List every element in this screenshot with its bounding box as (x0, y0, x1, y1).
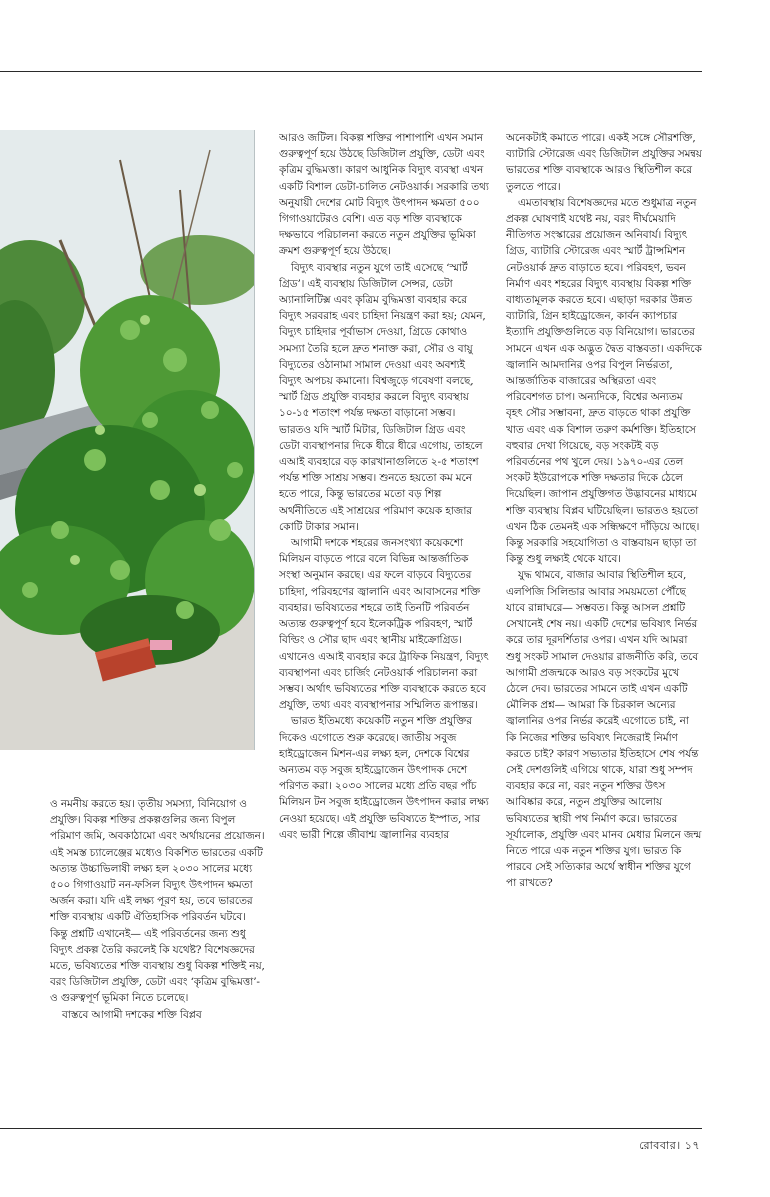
article-paragraph: এমতাবস্থায় বিশেষজ্ঞদের মতে শুধুমাত্র নতুন প্রকল্প ঘোষণাই যথেষ্ট নয়, বরং দীর্ঘমেয়াদি নীতিগত সংস্কারের প্রয়োজন অনিবার্য। বিদ্যুৎ গ্রিড, ব্যাটারি স্টোরেজ এবং স্মার্ট ট্রান্সমিশন নেটওয়ার্ক দ্রুত বাড়াতে হবে। পরিবহণ, ভবন নির্মাণ এবং শহরের বিদ্যুৎ ব্যবস্থায় বিকল্প শক্তি বাধ্যতামূলক করতে হবে। এছাড়া দরকার উন্নত ব্যাটারি, গ্রিন হাইড্রোজেন, কার্বন ক্যাপচার ইত্যাদি প্রযুক্তিগুলিতে বড় বিনিয়োগ। ভারতের সামনে এখন এক অদ্ভুত দ্বৈত বাস্তবতা। একদিকে জ্বালানি আমদানির ওপর বিপুল নির্ভরতা, আন্তর্জাতিক বাজারের অস্থিরতা এবং পরিবেশগত চাপ। অন্যদিকে, বিশ্বের অন্যতম বৃহৎ সৌর সম্ভাবনা, দ্রুত বাড়তে থাকা প্রযুক্তি খাত এবং এক বিশাল তরুণ কর্মশক্তি। ইতিহাসে বহুবার দেখা গিয়েছে, বড় সংকটই বড় পরিবর্তনের পথ খুলে দেয়। ১৯৭০-এর তেল সংকট ইউরোপকে শক্তি দক্ষতার দিকে ঠেলে দিয়েছিল। জাপান প্রযুক্তিগত উদ্ভাবনের মাধ্যমে শক্তি ব্যবস্থায় বিপ্লব ঘটিয়েছিল। ভারতও হয়তো এখন ঠিক তেমনই এক সন্ধিক্ষণে দাঁড়িয়ে আছে। কিন্তু সরকারি সহযোগিতা ও বাস্তবায়ন ছাড়া তা কিন্তু শুধু লক্ষ্যই থেকে যাবে। (506, 196, 702, 566)
article-paragraph: ভারত ইতিমধ্যে কয়েকটি নতুন শক্তি প্রযুক্তির দিকেও এগোতে শুরু করেছে। জাতীয় সবুজ হাইড্রোজেন মিশন-এর লক্ষ্য হল, দেশকে বিশ্বের অন্যতম বড় সবুজ হাইড্রোজেন উৎপাদক দেশে পরিণত করা। ২০৩০ সালের মধ্যে প্রতি বছর পাঁচ মিলিয়ন টন সবুজ হাইড্রোজেন উৎপাদন করার লক্ষ্য নেওয়া হয়েছে। এই প্রযুক্তি ভবিষ্যতে ইস্পাত, সার এবং ভারী শিল্পে জীবাশ্ম জ্বালানির ব্যবহার (279, 715, 489, 841)
article-paragraph: ও নমনীয় করতে হয়। তৃতীয় সমস্যা, বিনিয়োগ ও প্রযুক্তি। বিকল্প শক্তির প্রকল্পগুলির জন্য বিপুল পরিমাণ জমি, অবকাঠামো এবং অর্থায়নের প্রয়োজন। এই সমস্ত চ্যালেঞ্জের মধ্যেও বিকশিত ভারতের একটি অত্যন্ত উচ্চাভিলাষী লক্ষ্য হল ২০৩০ সালের মধ্যে ৫০০ গিগাওয়াট নন-ফসিল বিদ্যুৎ উৎপাদন ক্ষমতা অর্জন করা। যদি এই লক্ষ্য পূরণ হয়, তবে ভারতের শক্তি ব্যবস্থায় একটি ঐতিহাসিক পরিবর্তন ঘটবে। কিন্তু প্রশ্নটি এখানেই— এই পরিবর্তনের জন্য শুধু বিদ্যুৎ প্রকল্প তৈরি করলেই কি যথেষ্ট? বিশেষজ্ঞদের মতে, ভবিষ্যতের শক্তি ব্যবস্থায় শুধু বিকল্প শক্তিই নয়, বরং ডিজিটাল প্রযুক্তি, ডেটা এবং ‘কৃত্রিম বুদ্ধিমত্তা’-ও গুরুত্বপূর্ণ ভূমিকা নিতে চলেছে। (50, 798, 265, 1005)
article-column-left (50, 796, 266, 1126)
article-paragraph: অনেকটাই কমাতে পারে। একই সঙ্গে সৌরশক্তি, ব্যাটারি স্টোরেজ এবং ডিজিটাল প্রযুক্তির সমন্বয় ভারতের শক্তি ব্যবস্থাকে আরও স্থিতিশীল করে তুলতে পারে। (506, 132, 702, 193)
article-paragraph: আগামী দশকে শহরের জনসংখ্যা কয়েকশো মিলিয়ন বাড়তে পারে বলে বিভিন্ন আন্তর্জাতিক সংস্থা অনুমান করছে। এর ফলে বাড়বে বিদ্যুতের চাহিদা, পরিবহণের জ্বালানি এবং আবাসনের শক্তি ব্যবহার। ভবিষ্যতের শহরে তাই তিনটি পরিবর্তন অত্যন্ত গুরুত্বপূর্ণ হবে ইলেকট্রিক পরিবহণ, স্মার্ট বিল্ডিং ও সৌর ছাদ এবং স্থানীয় মাইক্রোগ্রিড। এখানেও এআই ব্যবহার করে ট্রাফিক নিয়ন্ত্রণ, বিদ্যুৎ ব্যবস্থাপনা এবং চার্জিং নেটওয়ার্ক পরিচালনা করা সম্ভব। অর্থাৎ ভবিষ্যতের শক্তি ব্যবস্থাকে করতে হবে প্রযুক্তি, তথ্য এবং ব্যবস্থাপনার সম্মিলিত রূপান্তর। (279, 537, 489, 712)
article-paragraph: বাস্তবে আগামী দশকের শক্তি বিপ্লব (62, 1008, 202, 1021)
garden-plant-photo (0, 130, 255, 750)
article-paragraph: আরও জটিল। বিকল্প শক্তির পাশাপাশি এখন সমান গুরুত্বপূর্ণ হয়ে উঠছে ডিজিটাল প্রযুক্তি, ডেটা এবং কৃত্রিম বুদ্ধিমত্তা। কারণ আধুনিক বিদ্যুৎ ব্যবস্থা এখন একটি বিশাল ডেটা-চালিত নেটওয়ার্ক। সরকারি তথ্য অনুযায়ী দেশের মোট বিদ্যুৎ উৎপাদন ক্ষমতা ৫০০ গিগাওয়াটেরও বেশি। এত বড় শক্তি ব্যবস্থাকে দক্ষভাবে পরিচালনা করতে নতুন প্রযুক্তির ভূমিকা ক্রমশ গুরুত্বপূর্ণ হয়ে উঠছে। (279, 132, 489, 258)
page-footer: রোববার। ১৭ (639, 1139, 700, 1152)
article-column-middle (279, 130, 489, 1126)
article-paragraph: যুদ্ধ থামবে, বাজার আবার স্থিতিশীল হবে, এলপিজি সিলিন্ডার আবার সময়মতো পৌঁছে যাবে রান্নাঘরে— সম্ভবত। কিন্তু আসল প্রশ্নটি সেখানেই শেষ নয়। একটি দেশের ভবিষ্যৎ নির্ভর করে তার দূরদর্শিতার ওপর। এখন যদি আমরা শুধু সংকট সামাল দেওয়ার রাজনীতি করি, তবে আগামী প্রজন্মকে আরও বড় সংকটের মুখে ঠেলে দেব। ভারতের সামনে তাই এখন একটি মৌলিক প্রশ্ন— আমরা কি চিরকাল অন্যের জ্বালানির ওপর নির্ভর করেই এগোতে চাই, না কি নিজের শক্তির ভবিষ্যৎ নিজেরাই নির্মাণ করতে চাই? কারণ সভ্যতার ইতিহাসে শেষ পর্যন্ত সেই দেশগুলিই এগিয়ে থাকে, যারা শুধু সম্পদ ব্যবহার করে না, বরং নতুন শক্তির উৎস আবিষ্কার করে, নতুন প্রযুক্তির আলোয় ভবিষ্যতের স্থায়ী পথ নির্মাণ করে। ভারতের সূর্যালোক, প্রযুক্তি এবং মানব মেধার মিলনে জন্ম নিতে পারে এক নতুন শক্তির যুগ। ভারত কি পারবে সেই সত্যিকার অর্থে স্বাধীন শক্তির যুগে পা রাখতে? (506, 569, 702, 890)
article-column-right (506, 130, 702, 1126)
article-paragraph: বিদ্যুৎ ব্যবস্থার নতুন যুগে তাই এসেছে ‘স্মার্ট গ্রিড’। এই ব্যবস্থায় ডিজিটাল সেন্সর, ডেটা অ্যানালিটিক্স এবং কৃত্রিম বুদ্ধিমত্তা ব্যবহার করে বিদ্যুৎ সরবরাহ এবং চাহিদা নিয়ন্ত্রণ করা হয়; যেমন, বিদ্যুৎ চাহিদার পূর্বাভাস দেওয়া, গ্রিডে কোথাও সমস্যা তৈরি হলে দ্রুত শনাক্ত করা, সৌর ও বায়ু বিদ্যুতের ওঠানামা সামাল দেওয়া এবং অবশ্যই বিদ্যুৎ অপচয় কমানো। বিশ্বজুড়ে গবেষণা বলছে, স্মার্ট গ্রিড প্রযুক্তি ব্যবহার করলে বিদ্যুৎ ব্যবস্থায় ১০-১৫ শতাংশ পর্যন্ত দক্ষতা বাড়ানো সম্ভব। ভারতও যদি স্মার্ট মিটার, ডিজিটাল গ্রিড এবং ডেটা ব্যবস্থাপনার দিকে ধীরে ধীরে এগোয়, তাহলে এআই ব্যবহারে বড় কারখানাগুলিতে ২-৫ শতাংশ পর্যন্ত শক্তি সাশ্রয় সম্ভব। শুনতে হয়তো কম মনে হতে পারে, কিন্তু ভারতের মতো বড় শিল্প অর্থনীতিতে এই সাশ্রয়ের পরিমাণ কয়েক হাজার কোটি টাকার সমান। (279, 261, 486, 533)
bottom-rule (0, 1128, 702, 1129)
top-rule (0, 71, 702, 72)
